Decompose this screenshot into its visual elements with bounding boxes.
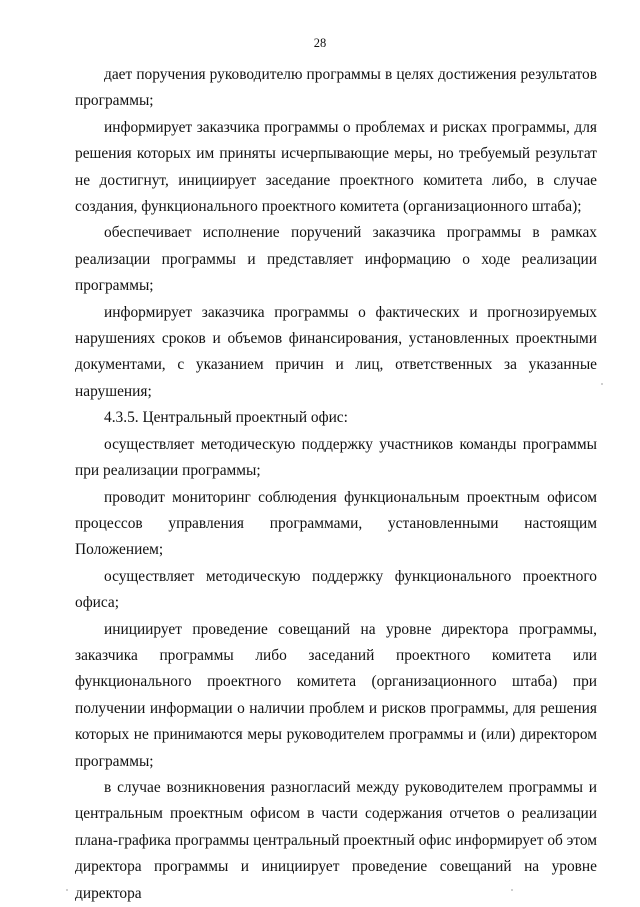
paragraph-7: осуществляет методическую поддержку функционального проектного офиса; [75,567,597,612]
scan-speck [601,383,603,385]
paragraph-9: в случае возникновения разногласий между руководителем программы и центральным проектным офисом в части содержания отчетов о реализации плана-графика программы центральный проектный офис информирует об этом директора программы и инициирует проведение совещаний на уровне директора [75,778,597,902]
section-heading-4-3-5: 4.3.5. Центральный проектный офис: [104,409,348,427]
scan-speck [511,889,513,891]
paragraph-3: обеспечивает исполнение поручений заказчика программы в рамках реализации программы и представляет информацию о ходе реализации программы; [75,224,597,295]
page-number: 28 [313,36,327,50]
document-body [75,62,597,907]
paragraph-2: информирует заказчика программы о проблемах и рисках программы, для решения которых им приняты исчерпывающие меры, но требуемый результат не достигнут, инициирует заседание проектного комитета либо, в случае создания, функционального проектного комитета (организационного штаба); [75,118,597,216]
paragraph-4: информирует заказчика программы о фактических и прогнозируемых нарушениях сроков и объемов финансирования, установленных проектными документами, с указанием причин и лиц, ответственных за указанные нарушения; [75,303,597,400]
paragraph-6: проводит мониторинг соблюдения функциональным проектным офисом процессов управления программами, установленными настоящим Положением; [75,488,597,559]
paragraph-5: осуществляет методическую поддержку участников команды программы при реализации программы; [75,435,597,480]
scan-speck [66,889,68,891]
paragraph-8: инициирует проведение совещаний на уровне директора программы, заказчика программы либо заседаний проектного комитета или функционального проектного комитета (организационного штаба) при получении информации о наличии проблем и рисков программы, для решения которых не принимаются меры руководителем программы и (или) директором программы; [75,620,597,770]
paragraph-1: дает поручения руководителю программы в целях достижения результатов программы; [75,66,597,110]
